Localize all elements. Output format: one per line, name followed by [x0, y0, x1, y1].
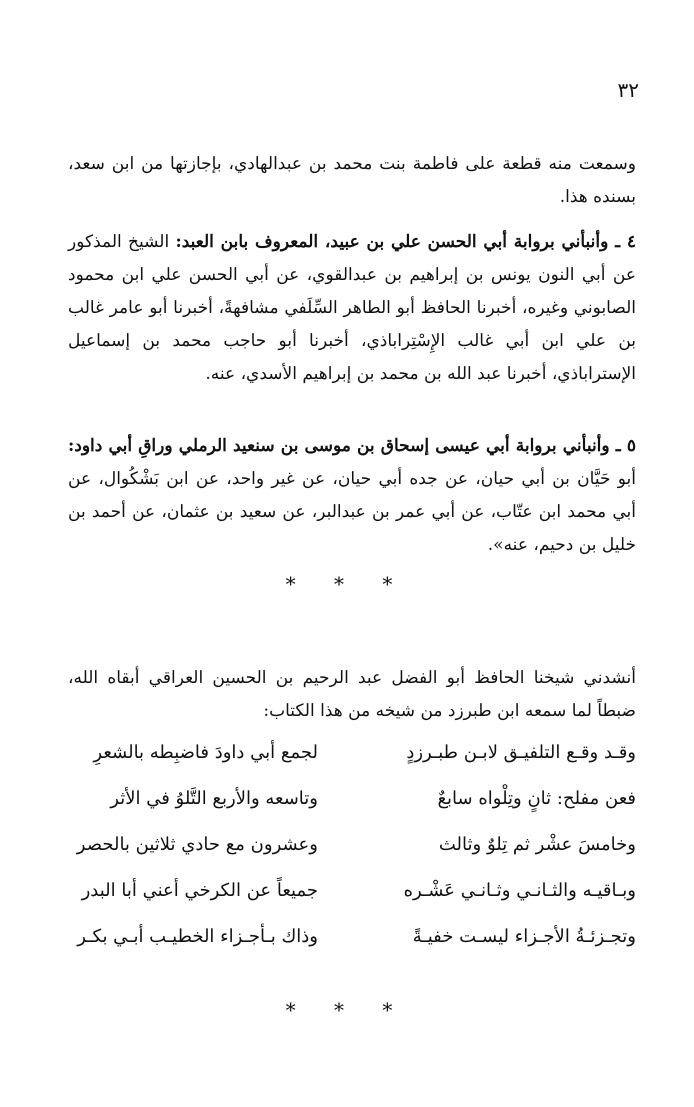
verse-first-hemistich: وخامسَ عشْر ثم تِلوٌ وثالث	[438, 834, 636, 855]
section-separator-1: * * *	[285, 572, 409, 596]
poem	[56, 730, 636, 960]
paragraph-2-lead: ٤ ـ وأنبأني بروابة أبي الحسن علي بن عبيد، المعروف بابن العبد:	[175, 232, 637, 252]
verse-second-hemistich: وذاك بـأجـزاء الخطيـب أبـي بكـر	[77, 926, 318, 947]
paragraph-2	[68, 226, 636, 391]
verse-first-hemistich: فعن مفلح: ثانٍ وتِلْواه سابعٌ	[437, 788, 636, 809]
verse-second-hemistich: وعشرون مع حادي ثلاثين بالحصر	[76, 834, 318, 855]
paragraph-3-lead: ٥ ـ وأنبأني بروابة أبي عيسى إسحاق بن موسى بن سنعيد الرملي وراقِ أبي داود:	[68, 436, 636, 456]
poem-verse	[56, 914, 636, 960]
paragraph-1: وسمعت منه قطعة على فاطمة بنت محمد بن عبدالهادي، بإجازتها من ابن سعد، بسنده هذا.	[68, 154, 636, 207]
verse-second-hemistich: جميعاً عن الكرخي أعني أبا البدر	[81, 880, 318, 901]
poem-verse	[56, 822, 636, 868]
verse-second-hemistich: لجمع أبي داودَ فاضبِطه بالشعرِ	[93, 742, 318, 763]
verse-second-hemistich: وتاسعه والأربع التَّلوُ في الأثر	[110, 788, 318, 809]
verse-first-hemistich: وتجـزئـةُ الأجـزاء ليسـت خفيـةً	[412, 926, 636, 947]
page-number: ٣٢	[617, 78, 639, 102]
poem-verse	[56, 868, 636, 914]
paragraph-3	[68, 430, 636, 562]
poem-verse	[56, 776, 636, 822]
verse-first-hemistich: وقـد وقـع التلفيـق لابـن طبـرزدٍ	[406, 742, 636, 763]
paragraph-2-body: الشيخ المذكور عن أبي النون يونس بن إبراهيم بن عبدالقوي، عن أبي الحسن علي ابن محمود الصابوني وغيره، أخبرنا الحافظ أبو الطاهر السِّلَفي مشافهةً، أخبرنا أبو عامر غالب بن علي ابن أبي غالب الإِسْتِراباذي، أخبرنا أبو حاجب محمد بن إسماعيل الإستراباذي، أخبرنا عبد الله بن محمد بن إبراهيم الأسدي، عنه.	[68, 232, 636, 384]
section-separator-2: * * *	[285, 998, 409, 1022]
paragraph-4: أنشدني شيخنا الحافظ أبو الفضل عبد الرحيم بن الحسين العراقي أبقاه الله، ضبطاً لما سمعه ابن طبرزد من شيخه من هذا الكتاب:	[68, 668, 636, 721]
verse-first-hemistich: وبـاقيـه والثـانـي وثـانـي عَشْـره	[403, 880, 636, 901]
poem-verse	[56, 730, 636, 776]
paragraph-3-body: أبو حَيَّان بن أبي حيان، عن جده أبي حيان، عن غير واحد، عن ابن بَشْكُوال، عن أبي محمد ابن عتّاب، عن أبي عمر بن عبدالبر، عن سعيد بن عثمان، عن أحمد بن خليل بن دحيم، عنه».	[68, 469, 636, 555]
